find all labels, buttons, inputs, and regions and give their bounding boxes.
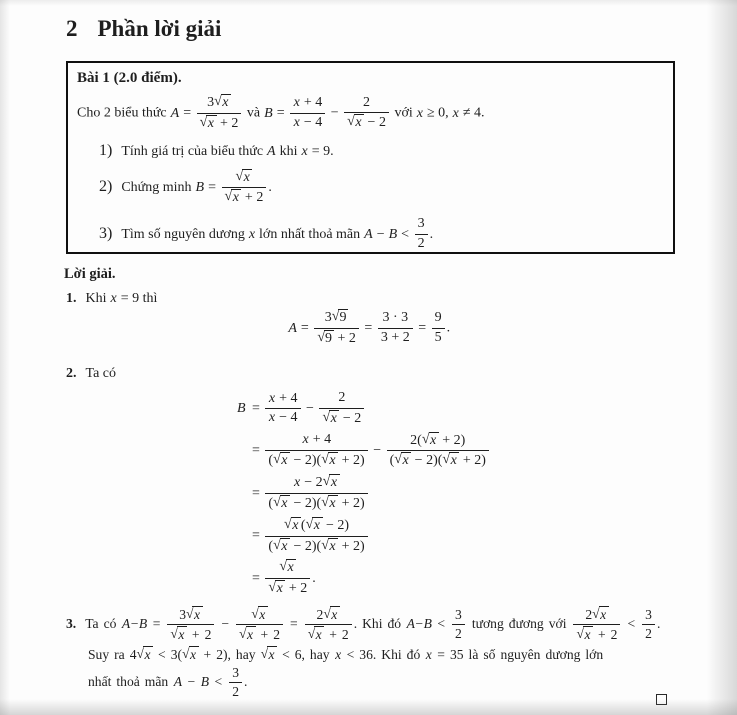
align-lhs: B xyxy=(236,401,246,417)
item-label: 1) xyxy=(99,141,113,159)
sqrt-radical: √x xyxy=(273,538,290,556)
page-edge-shadow-left xyxy=(0,0,10,715)
fraction: $\frac{√x}{√x + 2}$ xyxy=(265,559,310,598)
part3-line2: Suy ra 4√x < 3(√x + 2), hay √x < 6, hay x < 36. Khi đó x = 35 là số nguyên dương lớn xyxy=(88,645,604,662)
fraction: $\frac{3}{2}$ xyxy=(415,216,428,253)
align-row xyxy=(232,432,491,471)
align-row xyxy=(232,474,491,513)
fraction: $\frac{x + 4}{x - 4}$ xyxy=(290,95,325,132)
sqrt-radical: √x xyxy=(239,626,256,643)
sqrt-radical: √x xyxy=(306,517,323,535)
fraction: $\frac{3}{2}$ xyxy=(452,607,465,643)
sqrt-radical: √9 xyxy=(331,309,347,325)
part3-line3: nhất thoả mãn A − B < $\frac{3}{2}$ . xyxy=(88,664,248,699)
problem-title: Bài 1 (2.0 điểm). xyxy=(77,70,182,86)
align-rhs: = $\frac{x - 2√x}{(√x - 2)(√x + 2)}$ xyxy=(252,486,370,501)
sqrt-radical: √x xyxy=(225,189,242,207)
align-rhs: = $\frac{x + 4}{x - 4}$ − $\frac{2}{√x - 2}$ xyxy=(252,401,366,416)
fraction: $\frac{√x (√x - 2)}{(√x - 2)(√x + 2)}$ xyxy=(265,517,367,556)
fraction: $\frac{3√x}{√x + 2}$ xyxy=(197,94,242,133)
fraction: $\frac{2√x}{√x + 2}$ xyxy=(305,606,352,644)
sqrt-radical: √x xyxy=(182,646,199,663)
sqrt-radical: √x xyxy=(284,517,301,535)
sqrt-radical: √x xyxy=(200,115,217,133)
align-row xyxy=(232,559,491,598)
part3-line1 xyxy=(66,606,676,644)
sqrt-radical: √x xyxy=(394,452,411,470)
fraction: $\frac{2}{√x - 2}$ xyxy=(344,95,389,133)
item-label: 2) xyxy=(99,178,113,196)
part1-label: 1. xyxy=(66,291,77,306)
item-content: Tìm số nguyên dương x lớn nhất thoả mãn A − B < $\frac{3}{2}$ . xyxy=(121,216,434,251)
page-edge-shadow-right xyxy=(707,0,737,715)
sqrt-radical: √9 xyxy=(317,329,333,346)
section-title: Phần lời giải xyxy=(97,16,222,41)
problem-item-2 xyxy=(99,169,663,208)
sqrt-radical: √x xyxy=(323,474,340,492)
fraction: $\frac{x + 4}{(√x - 2)(√x + 2)}$ xyxy=(265,432,367,470)
sqrt-radical: √x xyxy=(137,646,154,663)
sqrt-radical: √x xyxy=(268,580,285,598)
sqrt-radical: √x xyxy=(273,495,290,513)
sqrt-radical: √x xyxy=(170,626,187,643)
align-rhs: = $\frac{√x (√x - 2)}{(√x - 2)(√x + 2)}$ xyxy=(252,528,370,543)
section-number: 2 xyxy=(66,16,78,41)
fraction: $\frac{2(√x + 2)}{(√x - 2)(√x + 2)}$ xyxy=(387,432,489,471)
solution-part3 xyxy=(66,606,676,702)
solution-heading: Lời giải. xyxy=(64,266,116,282)
part1-text: Khi x = 9 thì xyxy=(85,291,158,306)
fraction: $\frac{9}{5}$ xyxy=(432,310,445,347)
sqrt-radical: √x xyxy=(592,606,609,623)
sqrt-radical: √x xyxy=(422,432,439,450)
item-content: Chứng minh B = $\frac{√x}{√x + 2}$ . xyxy=(121,168,272,206)
fraction: $\frac{2√x}{√x + 2}$ xyxy=(573,606,620,644)
align-rhs: = $\frac{x + 4}{(√x - 2)(√x + 2)}$ − $\frac{2(√x + 2)}{(√x - 2)(√x + 2)}$ xyxy=(252,443,491,458)
align-row xyxy=(232,517,491,556)
sqrt-radical: √x xyxy=(235,169,252,187)
part3-line1-math: Ta có A−B = $\frac{3√x}{√x + 2}$ − $\frac{√x}{√x + 2}$ = $\frac{2√x}{√x + 2}$ . Khi đó A−B < $\frac{3}{2}$ tương đương với $\frac{2√x}{√x + 2}$ < $\frac{3}{2}$ . xyxy=(85,606,661,643)
part2-label: 2. xyxy=(66,366,77,381)
fraction: $\frac{2}{√x - 2}$ xyxy=(319,390,364,428)
part1-display-equation: A = $\frac{3√9}{√9 + 2}$ = $\frac{3 \cdot 3}{3 + 2}$ = $\frac{9}{5}$ . xyxy=(288,309,451,346)
part2-equation-align-block xyxy=(232,390,491,602)
fraction: $\frac{3√9}{√9 + 2}$ xyxy=(314,309,359,348)
fraction: $\frac{x + 4}{x - 4}$ xyxy=(265,391,300,428)
sqrt-radical: √x xyxy=(186,606,203,623)
align-rhs: = $\frac{√x}{√x + 2}$ . xyxy=(252,559,316,597)
part2-text: Ta có xyxy=(85,366,117,381)
sqrt-radical: √x xyxy=(321,452,338,470)
fraction: $\frac{x - 2√x}{(√x - 2)(√x + 2)}$ xyxy=(265,474,367,513)
fraction: $\frac{√x}{√x + 2}$ xyxy=(236,606,283,644)
sqrt-radical: √x xyxy=(214,94,231,112)
sqrt-radical: √x xyxy=(322,410,339,428)
page-edge-shadow-top xyxy=(0,0,737,6)
sqrt-radical: √x xyxy=(308,626,325,643)
solution-part2 xyxy=(66,366,116,382)
fraction: $\frac{3 \cdot 3}{3 + 2}$ xyxy=(378,310,413,347)
sqrt-radical: √x xyxy=(273,452,290,470)
sqrt-radical: √x xyxy=(279,559,296,577)
problem-item-3 xyxy=(99,216,663,253)
problem-box xyxy=(66,61,675,254)
sqrt-radical: √x xyxy=(347,114,364,132)
part3-label: 3. xyxy=(66,615,77,631)
sqrt-radical: √x xyxy=(576,626,593,643)
section-heading xyxy=(66,16,221,42)
solution-part1 xyxy=(66,291,157,307)
item-label: 3) xyxy=(99,224,113,242)
align-row xyxy=(232,390,491,428)
fraction: $\frac{3}{2}$ xyxy=(642,607,655,643)
sqrt-radical: √x xyxy=(251,606,268,623)
sqrt-radical: √x xyxy=(321,538,338,556)
problem-item-1 xyxy=(99,142,663,160)
qed-square xyxy=(656,694,667,705)
problem-statement: Cho 2 biểu thức A = $\frac{3√x}{√x + 2}$ và B = $\frac{x + 4}{x - 4}$ − $\frac{2}{√x - 2}$ với x ≥ 0, x ≠ 4. xyxy=(77,94,485,131)
fraction: $\frac{3}{2}$ xyxy=(229,665,242,701)
fraction: $\frac{√x}{√x + 2}$ xyxy=(222,169,267,208)
fraction: $\frac{3√x}{√x + 2}$ xyxy=(167,606,214,644)
sqrt-radical: √x xyxy=(321,495,338,513)
sqrt-radical: √x xyxy=(323,606,340,623)
sqrt-radical: √x xyxy=(442,452,459,470)
sqrt-radical: √x xyxy=(261,646,278,663)
item-content: Tính giá trị của biểu thức A khi x = 9. xyxy=(121,143,334,159)
